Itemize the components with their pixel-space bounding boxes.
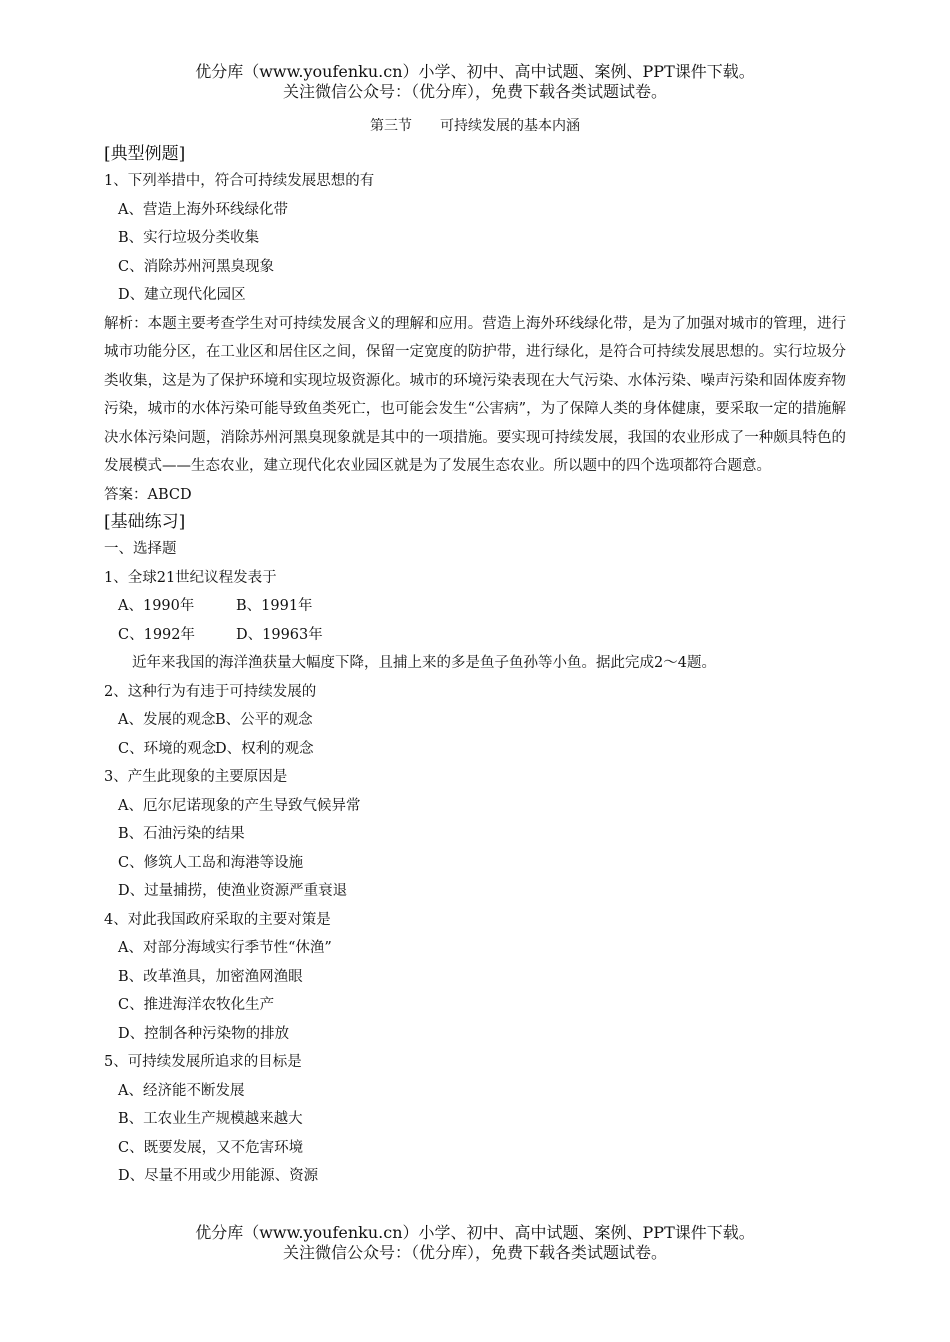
q2-option-a: A、发展的观念 — [118, 712, 216, 728]
q5-stem: 5、可持续发展所追求的目标是 — [104, 1054, 302, 1070]
shared-stem-intro: 近年来我国的海洋渔获量大幅度下降，且捕上来的多是鱼子鱼孙等小鱼。据此完成2～4题。 — [132, 655, 716, 671]
q2-stem: 2、这种行为有违于可持续发展的 — [104, 683, 317, 700]
q2-option-b: B、公平的观念 — [215, 712, 313, 728]
q1-option-c: C、1992年 — [118, 626, 195, 643]
q2-option-c: C、环境的观念 — [118, 740, 217, 757]
q4-option-d: D、控制各种污染物的排放 — [118, 1025, 290, 1042]
q1-option-b: B、1991年 — [236, 598, 313, 614]
q4-option-c: C、推进海洋农牧化生产 — [118, 997, 275, 1013]
q2-option-d: D、权利的观念 — [215, 740, 314, 757]
example-option-c: C、消除苏州河黑臭现象 — [118, 258, 275, 275]
q2-options-row-1 — [104, 706, 846, 735]
header-line-1: 优分库（www.youfenku.cn）小学、初中、高中试题、案例、PPT课件下载。 — [195, 62, 755, 81]
footer-line-2: 关注微信公众号：（优分库），免费下载各类试题试卷。 — [282, 1243, 667, 1262]
header-line-2: 关注微信公众号：（优分库），免费下载各类试题试卷。 — [282, 82, 667, 101]
footer-line-1: 优分库（www.youfenku.cn）小学、初中、高中试题、案例、PPT课件下载。 — [195, 1223, 755, 1242]
q3-option-c: C、修筑人工岛和海港等设施 — [118, 854, 304, 871]
q3-option-a: A、厄尔尼诺现象的产生导致气候异常 — [118, 797, 361, 814]
example-analysis: 解析：本题主要考查学生对可持续发展含义的理解和应用。营造上海外环线绿化带，是为了加强对城市的管理，进行城市功能分区，在工业区和居住区之间，保留一定宽度的防护带，进行绿化，是符合可持续发展思想的。实行垃圾分类收集，这是为了保护环境和实现垃圾资源化。城市的环境污染表现在大气污染、水体污染、噪声污染和固体废弃物污染，城市的水体污染可能导致鱼类死亡，也可能会发生“公害病”，为了保障人类的身体健康，要采取一定的措施解决水体污染问题，消除苏州河黑臭现象就是其中的一项措施。要实现可持续发展，我国的农业形成了一种颇具特色的发展模式——生态农业，建立现代化农业园区就是为了发展生态农业。所以题中的四个选项都符合题意。 — [104, 315, 846, 474]
q3-stem: 3、产生此现象的主要原因是 — [104, 769, 288, 785]
example-option-d: D、建立现代化园区 — [118, 287, 246, 303]
q3-option-b: B、石油污染的结果 — [118, 826, 245, 842]
q2-options-row-2 — [104, 735, 846, 764]
q4-stem: 4、对此我国政府采取的主要对策是 — [104, 911, 331, 928]
page-header — [0, 62, 950, 102]
q4-option-b: B、改革渔具，加密渔网渔眼 — [118, 968, 303, 985]
q3-option-d: D、过量捕捞，使渔业资源严重衰退 — [118, 883, 348, 899]
example-heading: [典型例题] — [104, 144, 186, 164]
page-footer — [0, 1223, 950, 1263]
section-title: 第三节 可持续发展的基本内涵 — [370, 118, 580, 134]
practice-section-label: 一、选择题 — [104, 541, 177, 557]
q1-option-d: D、19963年 — [236, 626, 323, 643]
example-option-a: A、营造上海外环线绿化带 — [118, 201, 288, 218]
q1-options-row-1 — [104, 592, 846, 621]
q4-option-a: A、对部分海域实行季节性“休渔” — [118, 940, 332, 956]
q5-option-c: C、既要发展，又不危害环境 — [118, 1139, 304, 1156]
q1-stem: 1、全球21世纪议程发表于 — [104, 569, 277, 586]
example-option-b: B、实行垃圾分类收集 — [118, 230, 260, 246]
q1-options-row-2 — [104, 621, 846, 650]
example-answer: 答案：ABCD — [104, 486, 192, 503]
practice-heading: [基础练习] — [104, 512, 186, 532]
q1-option-a: A、1990年 — [118, 598, 195, 614]
q5-option-d: D、尽量不用或少用能源、资源 — [118, 1168, 319, 1184]
q5-option-b: B、工农业生产规模越来越大 — [118, 1111, 303, 1127]
q5-option-a: A、经济能不断发展 — [118, 1082, 245, 1099]
document-body — [104, 141, 846, 1191]
example-question: 1、下列举措中，符合可持续发展思想的有 — [104, 173, 375, 189]
